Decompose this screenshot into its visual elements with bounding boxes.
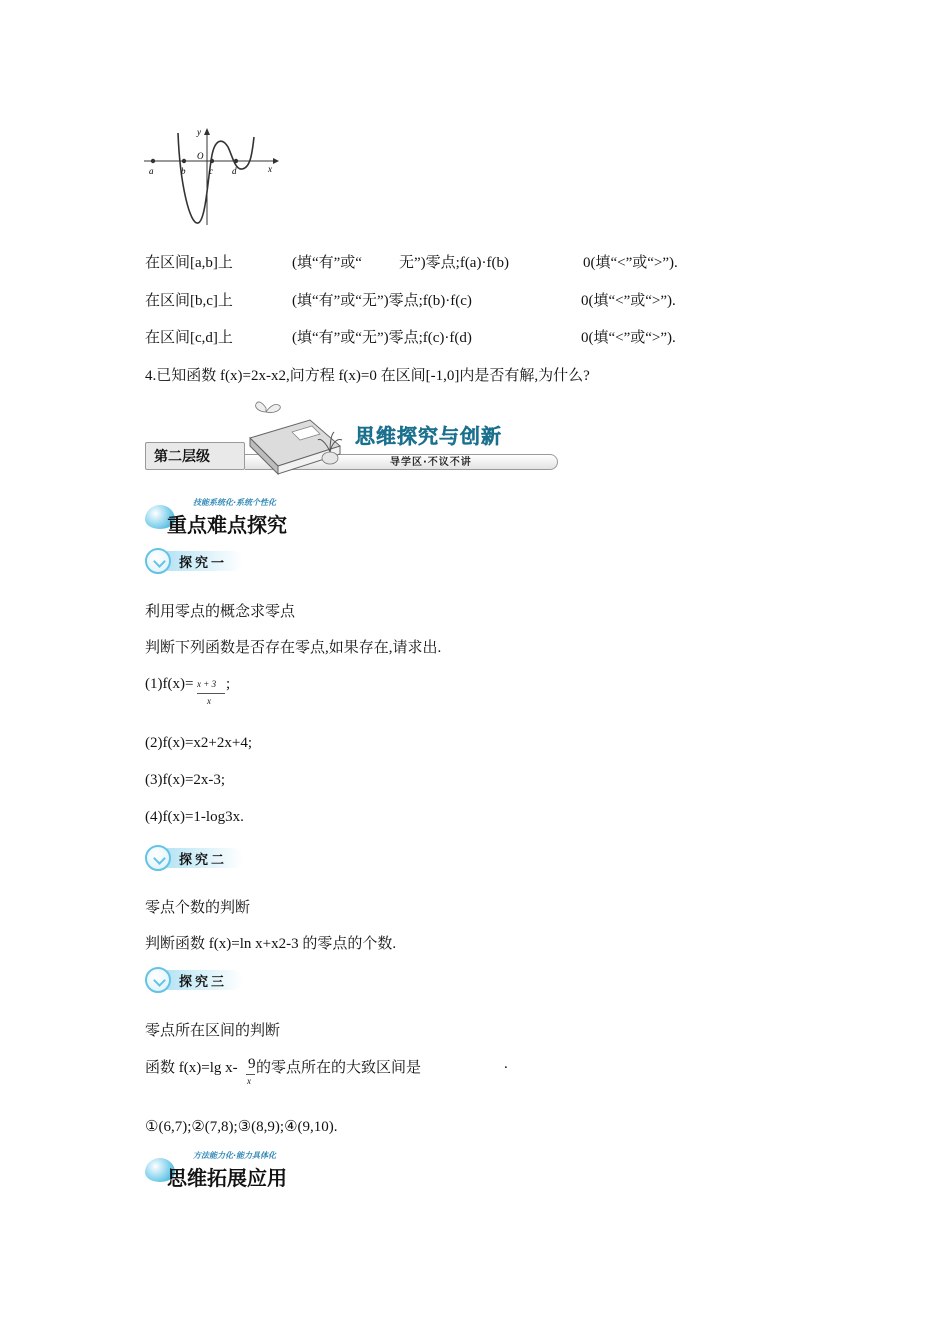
section-tag: 技能系统化·系统个性化 [193,498,277,507]
explore-1-prompt: 判断下列函数是否存在零点,如果存在,请求出. [145,640,442,656]
fill-line-ab-choice: (填“有”或“ [292,255,362,271]
fill-line-ab [145,251,725,271]
fill-line-cd-sign: 0(填“<”或“>”). [581,330,676,346]
graph-origin-label: O [197,151,204,161]
explore-3-numerator: 9 [248,1056,256,1072]
explore-3-prompt-suffix: 的零点所在的大致区间是 [256,1060,422,1076]
fill-line-cd-interval: 在区间[c,d]上 [145,330,233,346]
question-4: 4.已知函数 f(x)=2x-x2,问方程 f(x)=0 在区间[-1,0]内是否有解,为什么? [145,368,590,384]
fill-line-ab-choice-end: 无”)零点;f(a)·f(b) [399,255,509,271]
graph-y-label: y [197,127,201,137]
graph-x-label: x [268,164,272,174]
explore-1-item-1 [145,676,265,706]
explore-3-prompt [145,1056,525,1090]
graph-point-c: c [209,166,213,176]
explore-2-pill [145,845,243,871]
explore-3-pill [145,967,243,993]
graph-point-d: d [232,166,237,176]
explore-3-options: ①(6,7);②(7,8);③(8,9);④(9,10). [145,1119,338,1135]
item-1-denominator: x [207,696,211,706]
section-tag: 方法能力化·能力具体化 [193,1151,277,1160]
fill-line-bc-sign: 0(填“<”或“>”). [581,293,676,309]
chevron-circle-icon [145,845,171,871]
section-header-extension [145,1150,345,1190]
graph-point-b: b [181,166,186,176]
explore-2-label: 探究二 [179,853,228,868]
explore-2-prompt: 判断函数 f(x)=ln x+x2-3 的零点的个数. [145,936,397,952]
explore-3-fraction-bar [246,1074,255,1075]
fill-line-ab-sign: 0(填“<”或“>”). [583,255,678,271]
item-1-suffix: ; [226,676,231,692]
explore-2-topic: 零点个数的判断 [145,900,251,916]
section-header-key-points [145,497,345,537]
item-1-prefix: (1)f(x)= [145,676,194,692]
explore-1-item-3: (3)f(x)=2x-3; [145,772,226,788]
item-1-numerator: x + 3 [197,679,217,689]
explore-3-topic: 零点所在区间的判断 [145,1023,281,1039]
chevron-circle-icon [145,967,171,993]
explore-3-prompt-prefix: 函数 f(x)=lg x- [145,1060,238,1076]
level-banner [145,398,560,476]
section-title: 重点难点探究 [167,513,287,537]
explore-1-item-4: (4)f(x)=1-log3x. [145,809,244,825]
explore-3-prompt-end: . [504,1056,508,1072]
explore-1-topic: 利用零点的概念求零点 [145,604,296,620]
graph-point-a: a [149,166,154,176]
explore-1-label: 探究一 [179,556,228,571]
fill-line-bc-interval: 在区间[b,c]上 [145,293,233,309]
explore-1-pill [145,548,243,574]
item-1-fraction-bar [197,693,225,694]
explore-1-item-2: (2)f(x)=x2+2x+4; [145,735,253,751]
book-icon [240,398,350,476]
fill-line-bc-choice: (填“有”或“无”)零点;f(b)·f(c) [292,293,472,309]
explore-3-label: 探究三 [179,975,228,990]
explore-3-denominator: x [247,1076,251,1086]
fill-line-bc [145,289,725,309]
level-label: 第二层级 [145,442,245,470]
fill-line-cd [145,326,725,346]
section-title: 思维拓展应用 [167,1166,287,1190]
banner-subtitle: 导学区·不议不讲 [390,457,472,468]
fill-line-cd-choice: (填“有”或“无”)零点;f(c)·f(d) [292,330,472,346]
fill-line-ab-interval: 在区间[a,b]上 [145,255,233,271]
function-graph [140,125,285,230]
chevron-circle-icon [145,548,171,574]
banner-title: 思维探究与创新 [355,424,502,448]
